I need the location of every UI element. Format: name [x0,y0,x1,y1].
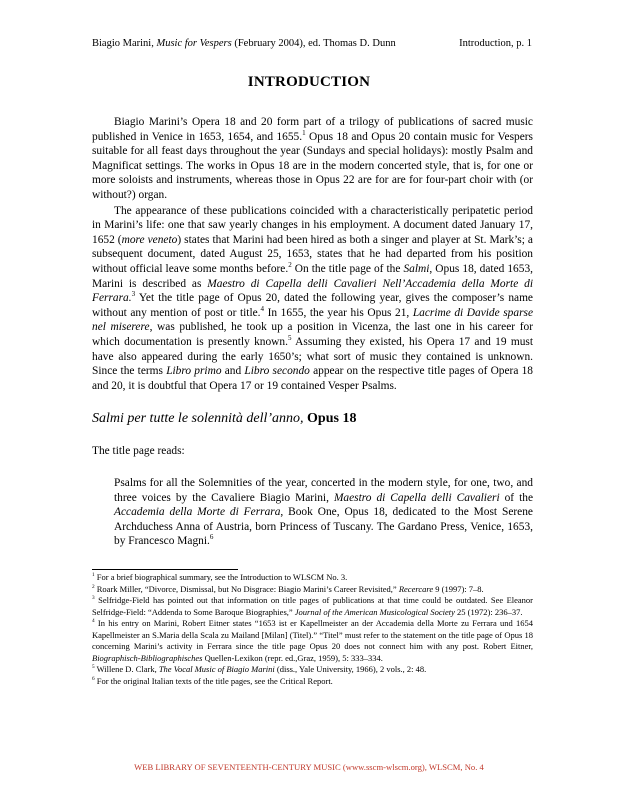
footnote-text: Roark Miller, “Divorce, Dismissal, but No Disgrace: Biagio Marini’s Career Revisited,” [94,583,399,594]
footnote-text: 25 (1972): 236–37. [454,606,523,617]
p2-seg-c: On the title page of the [291,262,404,275]
footnote-italic: Recercare [398,583,434,594]
footnote-ref-2: 2 [288,261,292,270]
footnote-2 [92,584,533,596]
footnote-5 [92,664,533,676]
p2-seg-j: appear on the respective title pages of Opera 18 and 20, it is doubtful that Opera 17 or 19 contained Vesper Psalms. [92,365,534,392]
p2-seg-i: and [221,365,245,378]
title-page-quote [114,476,533,549]
footnote-text: In his entry on Marini, Robert Eitner states “1653 ist er Kapellmeister an der Accademia della Morte zu Ferrara und 1654 Kapellmeister an S.Maria della Scala zu Mailand [Milan] (Titel).” “Titel” must refer to the statement on the title page of Opus 18 concerning Marini’s activity in Ferrara since the title page Opus 20 does not connect him with any post. Robert Eitner, [92,618,533,651]
footnote-ref-4: 4 [260,304,265,313]
footnote-6 [92,676,533,688]
p2-seg-f: In 1655, the year his Opus 21, [264,306,413,319]
footnote-text: (diss., Yale University, 1966), 2 vols., 2: 48. [274,664,427,674]
footnote-italic: Biographisch-Bibliographisches [92,652,203,663]
footnote-number: 2 [92,583,95,590]
footnote-text: For a brief biographical summary, see the Introduction to WLSCM No. 3. [94,572,348,582]
quote-seg-a: Psalms for all the Solemnities of the year, concerted in the modern style, for one, two, and three voices by the Cavaliere Biagio Marini, [114,477,533,504]
footnote-text: Quellen-Lexikon (repr. ed.,Graz, 1959), 5: 333–334. [202,652,383,663]
section-heading-italic: Salmi per tutte le solennità dell’anno, [92,411,304,426]
p2-seg-e: Yet the title page of Opus 20, dated the following year, gives the composer’s name without any mention of post or title. [92,292,533,319]
p2-maestro: Maestro di Capella delli Cavalieri Nell’Accademia della Morte di Ferrara. [92,277,534,305]
footnote-ref-1: 1 [302,128,306,137]
footnotes [92,572,533,687]
running-header [92,38,532,49]
p2-seg-h: Assuming they existed, his Opera 17 and 19 must have also appeared during the early 1650’s; what sort of music they contained is unknown. Since the terms [92,335,533,378]
p2-more-veneto: more veneto [121,233,178,246]
footnote-separator [92,569,238,570]
footnote-ref-6: 6 [209,533,214,542]
footnote-number: 6 [92,675,95,682]
p2-libro-primo: Libro primo [166,365,222,378]
paragraph-2 [92,204,533,394]
footnote-1 [92,572,533,584]
footnote-italic: The Vocal Music of Biagio Marini [158,664,275,674]
footnote-number: 5 [92,664,95,671]
p2-seg-a: The appearance of these publications coincided with a characteristically peripatetic period in Marini’s life: one that saw yearly changes in his employment. A document dated January 17, 1652 ( [92,204,533,246]
header-author: Biagio Marini, [92,38,157,49]
p2-seg-g: , was published, he took up a position in Vicenza, the last one in his career for which documentation is presently known. [92,321,533,348]
footnote-ref-3: 3 [131,290,136,299]
p2-seg-b: ) states that Marini had been hired as both a singer and player at St. Mark’s; a subsequent document, dated August 25, 1653, states that he had departed from his position without official leave some months before. [92,233,533,275]
footnote-number: 3 [92,595,95,602]
paragraph-1-text: Biagio Marini’s Opera 18 and 20 form part of a trilogy of publications of sacred music published in Venice in 1653, 1654, and 1655. [92,116,533,143]
p2-lacrime: Lacrime di Davide sparse nel miserere [92,306,533,334]
paragraph-1-text-cont: Opus 18 and Opus 20 contain music for Vespers suitable for all feast days throughout the year (Sundays and special holidays): mostly Psalm and Magnificat settings. The works in Opus 18 are in the modern concerted style, that is, for one or more soloists and instruments, whereas those in Opus 22 are for are for four-part choir with (or without?) organ. [92,130,533,201]
header-page-label: Introduction, p. 1 [459,38,532,49]
footnote-text: For the original Italian texts of the title pages, see the Critical Report. [94,675,333,686]
quote-seg-c: , Book One, Opus 18, dedicated to the Most Serene Archduchess Anna of Austria, born Princess of Tuscany. The Gardano Press, Venice, 1653, by Francesco Magni. [114,506,533,548]
p2-seg-d: , Opus 18, dated 1653, Marini is described as [92,262,533,290]
footnote-text: Selfridge-Field has pointed out that information on title pages of publications at that time could be outdated. See Eleanor Selfridge-Field: “Addenda to Some Baroque Biographies,” [92,595,533,617]
footnote-4 [92,618,533,664]
footnote-text: 9 (1997): 7–8. [433,583,484,594]
header-edition: (February 2004), ed. Thomas D. Dunn [231,38,396,49]
p2-libro-secondo: Libro secondo [244,365,310,378]
footnote-italic: Journal of the American Musicological Society [294,606,455,617]
page-title: INTRODUCTION [247,74,371,90]
paragraph-1 [92,115,533,203]
quote-seg-b: of the [499,491,533,504]
body-text [92,115,533,393]
footnote-number: 1 [92,572,95,579]
quote-maestro: Maestro di Capella delli Cavalieri [333,491,500,504]
footnote-ref-5: 5 [287,334,292,343]
title-page-intro: The title page reads: [92,445,185,457]
p2-salmi: Salmi [403,262,430,275]
page-footer: WEB LIBRARY OF SEVENTEENTH-CENTURY MUSIC (www.sscm-wlscm.org), WLSCM, No. 4 [134,762,484,772]
footnote-3 [92,595,533,618]
footnote-text: Willene D. Clark, [94,664,159,674]
footnote-number: 4 [92,618,95,625]
quote-accademia: Accademia della Morte di Ferrara [114,506,281,519]
section-heading [92,411,533,427]
section-heading-opus: Opus 18 [303,411,357,426]
header-work-title: Music for Vespers [156,38,232,49]
